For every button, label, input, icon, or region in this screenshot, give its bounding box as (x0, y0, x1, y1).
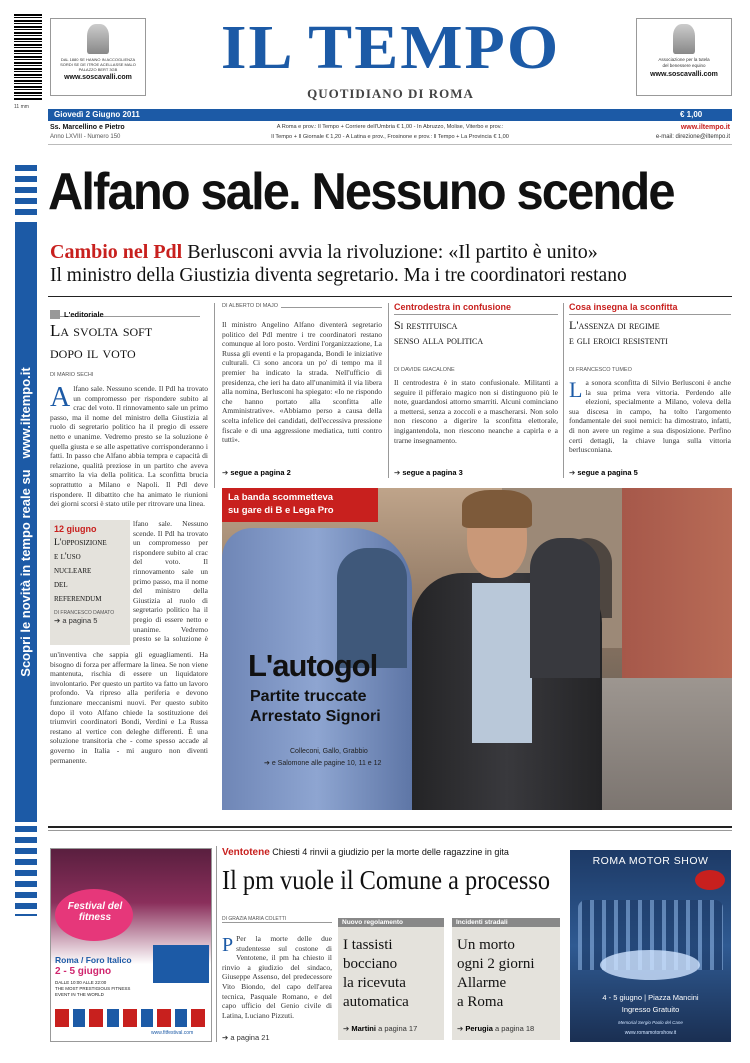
masthead-title[interactable]: IL TEMPO (220, 12, 561, 83)
headline-subtitle-2: Il ministro della Giustizia diventa segretario. Ma i tre coordinatori restano (50, 265, 627, 286)
accidents-line-3: a Roma (457, 994, 504, 1010)
col-divider-1 (214, 303, 215, 488)
referendum-author: DI FRANCESCO DAMATO (54, 610, 115, 616)
fitness-dates: 2 - 5 giugno (55, 966, 112, 977)
ventotene-author: DI GRAZIA MARIA COLETTI (222, 916, 289, 922)
ventotene-kicker-text: Chiesti 4 rinvii a giudizio per la morte delle ragazzine in gita (272, 847, 509, 857)
fitness-city: Roma / Foro Italico (55, 955, 132, 965)
col4-title-2[interactable]: e gli eroici resistenti (569, 333, 668, 347)
col-divider-2 (388, 303, 389, 478)
bottom-divider-left (216, 846, 217, 1042)
side-stripes-bottom (15, 826, 37, 916)
side-stripes-top (15, 165, 37, 217)
referendum-segue: ➔ a pagina 5 (54, 616, 98, 625)
col3-segue-text: segue a pagina 3 (402, 468, 463, 477)
col3-rule (394, 314, 558, 315)
headline-subtitle-1: Berlusconi avvia la rivoluzione: «Il partito è unito» (187, 241, 598, 263)
taxi-segue-text: a pagina 17 (378, 1024, 418, 1033)
taxi-line-0: I tassisti (343, 937, 393, 953)
ventotene-title[interactable]: Il pm vuole il Comune a processo (222, 865, 550, 895)
photo-title[interactable]: L'autogol (248, 648, 378, 683)
ventotene-dropcap: P (222, 934, 234, 956)
referendum-segue-text: a pagina 5 (62, 616, 98, 625)
rider-icon (673, 24, 695, 54)
accidents-line-0: Un morto (457, 937, 515, 953)
editorial-marker (50, 310, 60, 319)
col3-title-2[interactable]: senso alla politica (394, 333, 484, 347)
motorshow-dates: 4 - 5 giugno | Piazza Mancini (602, 993, 699, 1002)
info-bar (48, 109, 732, 121)
editorial-label-box (50, 305, 200, 317)
ventotene-segue[interactable]: ➔ a pagina 21 (222, 1033, 270, 1042)
photo-main-figure-hair (462, 490, 532, 528)
accidents-box-label: Incidenti stradali (452, 918, 560, 927)
editorial-author: DI MARIO SECHI (50, 372, 94, 378)
issue-date: Giovedì 2 Giugno 2011 (54, 110, 140, 119)
right-ad-text: Associazione per la tutela del benessere equino (658, 57, 710, 68)
accidents-line-2: Allarme (457, 975, 507, 991)
photo-subtitle-1: Partite truccate (250, 688, 367, 705)
photo-credit-2: ➔ e Salomone alle pagine 10, 11 e 12 (264, 760, 382, 767)
barcode-label: 11 mm (14, 104, 29, 110)
motorshow-note: Memorial Sergio Paolo del Cane (618, 1020, 683, 1025)
headline-line-1 (50, 240, 740, 264)
editorial-label: L'editoriale (64, 309, 104, 319)
main-headline[interactable]: Alfano sale. Nessuno scende (48, 163, 674, 221)
motorshow-url: www.romamotorshow.it (624, 1030, 677, 1036)
sponsor-logos-strip (55, 1009, 209, 1027)
col4-dropcap: L (569, 378, 583, 402)
col4-label: Cosa insegna la sconfitta (569, 302, 678, 312)
referendum-date: 12 giugno (54, 524, 97, 534)
col2-author: DI ALBERTO DI MAJO (222, 303, 281, 309)
taxi-line-1: bocciano (343, 956, 398, 972)
col3-author: DI DAVIDE GIACALONE (394, 367, 455, 373)
ventotene-author-rule (222, 922, 332, 923)
website-link[interactable]: www.iltempo.it (680, 124, 730, 131)
left-ad-url: www.soscavalli.com (64, 74, 132, 81)
referendum-line-0: L'opposizione (54, 538, 107, 548)
motorshow-ad[interactable] (570, 850, 731, 1042)
photo-main-figure-shirt (472, 583, 532, 743)
email-link[interactable]: e-mail: direzione@iltempo.it (655, 134, 730, 140)
col4-body-text: a sonora sconfitta di Silvio Berlusconi è anche la sua prima vera vittoria. Perdendo alle elezioni, specialmente a Milano, voleva della sua discesa in campo, ha tolto l'argomento fondamentale dei suoi nemici: ha dimostrato, infatti, di non avere un regime a sua disposizione. Perfino certi dettagli, la chiave lunga sulla vittoria berlusconiana. (569, 378, 731, 455)
ventotene-kicker-line (222, 847, 509, 858)
col3-body: Il centrodestra è in stato confusionale. Militanti a seguire il pifferaio magico non si distinguono più le note, guardandosi attorno smarriti. Alcuni cominciano a mettersi, senza a zoccoli e a mascherarsi. Non solo non riescono a digerire la sconfitta elettorale, ingigantendola, non riescono neanche a capirla e a trarne insegnamento. (394, 378, 558, 445)
fitness-brand: Festival del fitness (67, 901, 123, 923)
editorial-body-2: un'inventiva che sappia gli eguagliamenti. Ha bisogno di forza per affermare la linea. Se non viene mantenuta, rischia di essere un liquidatore involontario. Per questo un partito va fatto un lavoro profondo. Va ripreso alla periferia e devono funzionare meccanismi nuovi. Per questo subito dopo il voto Alfano chiede la sostituzione dei triumviri coordinatori Bondi, Verdini e La Russa restano al vertice con deleghe differenti. È una soluzione transitoria che - come spesso accade al governo in Italia - mi auguro non diventi permanente. (50, 650, 208, 765)
fitness-small: DALLE 10:00 ALLE 22:00 THE MOST PRESTIGIOUS FITNESS EVENT IN THE WORLD (55, 980, 131, 997)
promo-line-2: Il Tempo + Il Giornale € 1,20 - A Latina e prov., Frosinone e prov.: Il Tempo + La Provincia € 1,00 (271, 134, 509, 140)
fitness-ad[interactable] (50, 848, 212, 1042)
taxi-segue-name: Martini (351, 1024, 376, 1033)
col3-segue[interactable]: ➔ segue a pagina 3 (394, 468, 463, 477)
promo-line-1: A Roma e prov.: Il Tempo + Corriere dell'Umbria € 1,00 - In Abruzzo, Molise, Viterbo e prov.: (276, 124, 504, 130)
editorial-title-2[interactable]: dopo il voto (50, 343, 136, 362)
left-ad-text: DAL 1880 SE HANNO IN ACCOGLIENZA SORDI SE DE ITROE ACELLASSE MALO PALAZZO BERT 3GB (60, 57, 136, 72)
col4-segue-text: segue a pagina 5 (577, 468, 638, 477)
taxi-segue: ➔ Martini a pagina 17 (343, 1024, 418, 1033)
motorshow-logo-icon (695, 870, 725, 890)
motorshow-entry: Ingresso Gratuito (621, 1005, 680, 1014)
photo-credit: Colleconi, Gallo, Grabbio (290, 748, 368, 755)
fitness-info-box (153, 945, 209, 983)
referendum-line-2: nucleare (54, 566, 92, 576)
infobar-divider (48, 144, 732, 145)
referendum-box[interactable] (50, 520, 130, 645)
col4-rule (569, 314, 731, 315)
issue-price: € 1,00 (680, 110, 703, 119)
col3-label: Centrodestra in confusione (394, 302, 512, 312)
editorial-body-text: lfano sale. Nessuno scende. Il Pdl ha trovato un compromesso per rispondere subito al crac del voto. Il rinnovamento sale un primo passo, ma il nome del ministro della Giustizia al ruolo di segretario politico ha il pregio di essere netto e unanime. Vedremo presto se la soluzione è quella giusta e se alle aspettative corrisponderanno i fatti. In passo che Alfano abbia tempra e capacità di relazione, qualità preziose in un partito che aveva smarrito la via della politica. La sconfitta brucia soprattutto a Milano e Napoli. Il Pdl deve rispondere. Il dibattito che ha animato le riunioni dei giorni scorsi è stato utile per ritrovare una linea. (50, 384, 208, 509)
referendum-line-1: e l'uso (54, 552, 81, 562)
referendum-line-3: del (54, 580, 68, 590)
right-ad-url: www.soscavalli.com (650, 71, 718, 78)
accidents-segue-text: a pagina 18 (494, 1024, 535, 1033)
issue-number: Anno LXVIII - Numero 150 (50, 134, 121, 140)
col4-author: DI FRANCESCO TUMEO (569, 367, 632, 373)
col4-body (569, 378, 731, 464)
accidents-segue-name: Perugia (465, 1024, 493, 1033)
left-ad-box[interactable] (50, 18, 146, 96)
saints: Ss. Marcellino e Pietro (50, 124, 125, 131)
masthead-subtitle: QUOTIDIANO DI ROMA (307, 86, 474, 101)
taxi-box-label: Nuovo regolamento (338, 918, 444, 927)
col3-title-1[interactable]: Si restituisca (394, 318, 458, 332)
editorial-body-wrap: lfano sale. Nessuno scende. Il Pdl ha trovato un compromesso per rispondere subito al crac del voto. Il rinnovamento sale un primo passo, ma il nome del ministro della Giustizia al ruolo di segretario politico ha il pregio di essere netto e unanime. Vedremo presto se la soluzione è (133, 519, 208, 644)
photo-tag[interactable] (222, 488, 378, 522)
headline-divider (48, 296, 732, 297)
col4-title-1[interactable]: L'assenza di regime (569, 318, 660, 332)
col2-body: Il ministro Angelino Alfano diventerà segretario politico del Pdl mentre i tre coordinatori restano comunque al loro posto. Verdini l'organizzazione, La Russa gli eventi e la propaganda, Bondi le iniziative culturali. Ci sono ancora un po' di tempo ma il premier ha indicato la strada. Nell'ufficio di presidenza, che ieri ha dato all'unanimità il via libera alla nomina, Berlusconi ha spiegato: «Io ne rispondo che hanno portato alla sconfitta alle Amministrative». «Abbiamo perso a causa della scelta infelice dei candidati, dell'eccessiva pressione fiscale e di una aggressione mediatica, tutti contro tutti». (222, 320, 382, 445)
ventotene-body (222, 934, 332, 1029)
photo-tag-line-2: su gare di B e Lega Pro (228, 505, 334, 516)
accidents-segue: ➔ Perugia a pagina 18 (457, 1024, 535, 1033)
photo-man-right (530, 538, 600, 678)
motorshow-glow (600, 950, 700, 980)
col2-segue-text: segue a pagina 2 (230, 468, 291, 477)
ventotene-segue-text: a pagina 21 (230, 1033, 270, 1042)
col2-segue[interactable]: ➔ segue a pagina 2 (222, 468, 291, 477)
photo-subtitle-2: Arrestato Signori (250, 708, 381, 725)
headline-kicker: Cambio nel Pdl (50, 241, 183, 263)
editorial-body (50, 384, 208, 519)
fitness-url: www.fitfestival.com (151, 1030, 194, 1036)
col4-segue[interactable]: ➔ segue a pagina 5 (569, 468, 638, 477)
ventotene-body-text: Per la morte delle due studentesse sul costone di Ventotene, il pm ha chiesto il rinvio a giudizio del sindaco, Giuseppe Assenso, del predecessore Vito Biondo, del capo dell'area tecnica, Pasquale Romano, e del capo ufficio del Genio civile di Latina, Luciano Pizzuti. (222, 934, 332, 1020)
photo-building-right (622, 488, 732, 708)
taxi-line-3: automatica (343, 994, 409, 1010)
photo-credit-2-text: e Salomone alle pagine 10, 11 e 12 (271, 760, 382, 767)
ventotene-kicker: Ventotene (222, 847, 270, 858)
section-divider-thin (48, 830, 732, 831)
right-ad-box[interactable] (636, 18, 732, 96)
photo-tag-line-1: La banda scommetteva (228, 492, 334, 503)
referendum-line-4: referendum (54, 594, 102, 604)
editorial-title-1[interactable]: La svolta soft (50, 321, 153, 340)
side-banner-text[interactable]: Scopri le novità in tempo reale su www.iltempo.it (18, 367, 33, 677)
motorshow-title: ROMA MOTOR SHOW (592, 855, 709, 867)
taxi-line-2: la ricevuta (343, 975, 406, 991)
taxi-box[interactable] (338, 918, 444, 1040)
section-divider-double (48, 826, 732, 828)
horse-icon (87, 24, 109, 54)
col-divider-3 (563, 303, 564, 478)
accidents-box[interactable] (452, 918, 560, 1040)
barcode (14, 14, 42, 100)
accidents-line-1: ogni 2 giorni (457, 956, 535, 972)
editorial-dropcap: A (50, 384, 71, 413)
